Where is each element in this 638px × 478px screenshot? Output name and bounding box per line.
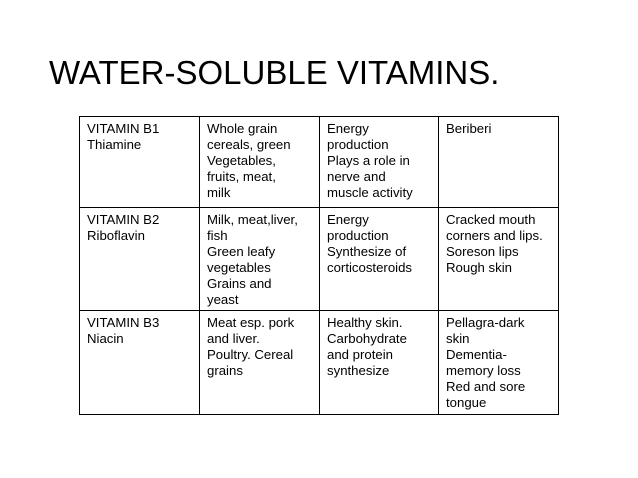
sources-cell: Meat esp. pork and liver. Poultry. Cereal grains — [200, 311, 320, 415]
deficiency-cell: Beriberi — [439, 117, 559, 208]
functions-cell: Energy production Synthesize of corticosteroids — [320, 208, 439, 311]
sources-cell: Milk, meat,liver, fish Green leafy vegetables Grains and yeast — [200, 208, 320, 311]
vitamin-cell: VITAMIN B3 Niacin — [80, 311, 200, 415]
sources-cell: Whole grain cereals, green Vegetables, fruits, meat, milk — [200, 117, 320, 208]
deficiency-cell: Pellagra-dark skin Dementia- memory loss Red and sore tongue — [439, 311, 559, 415]
deficiency-cell: Cracked mouth corners and lips. Soreson lips Rough skin — [439, 208, 559, 311]
vitamin-cell: VITAMIN B1 Thiamine — [80, 117, 200, 208]
functions-cell: Energy production Plays a role in nerve and muscle activity — [320, 117, 439, 208]
vitamins-table — [79, 116, 559, 415]
functions-cell: Healthy skin. Carbohydrate and protein synthesize — [320, 311, 439, 415]
slide-title: WATER-SOLUBLE VITAMINS. — [49, 54, 500, 91]
table-row — [80, 311, 559, 415]
vitamin-cell: VITAMIN B2 Riboflavin — [80, 208, 200, 311]
table-row — [80, 208, 559, 311]
table-row — [80, 117, 559, 208]
